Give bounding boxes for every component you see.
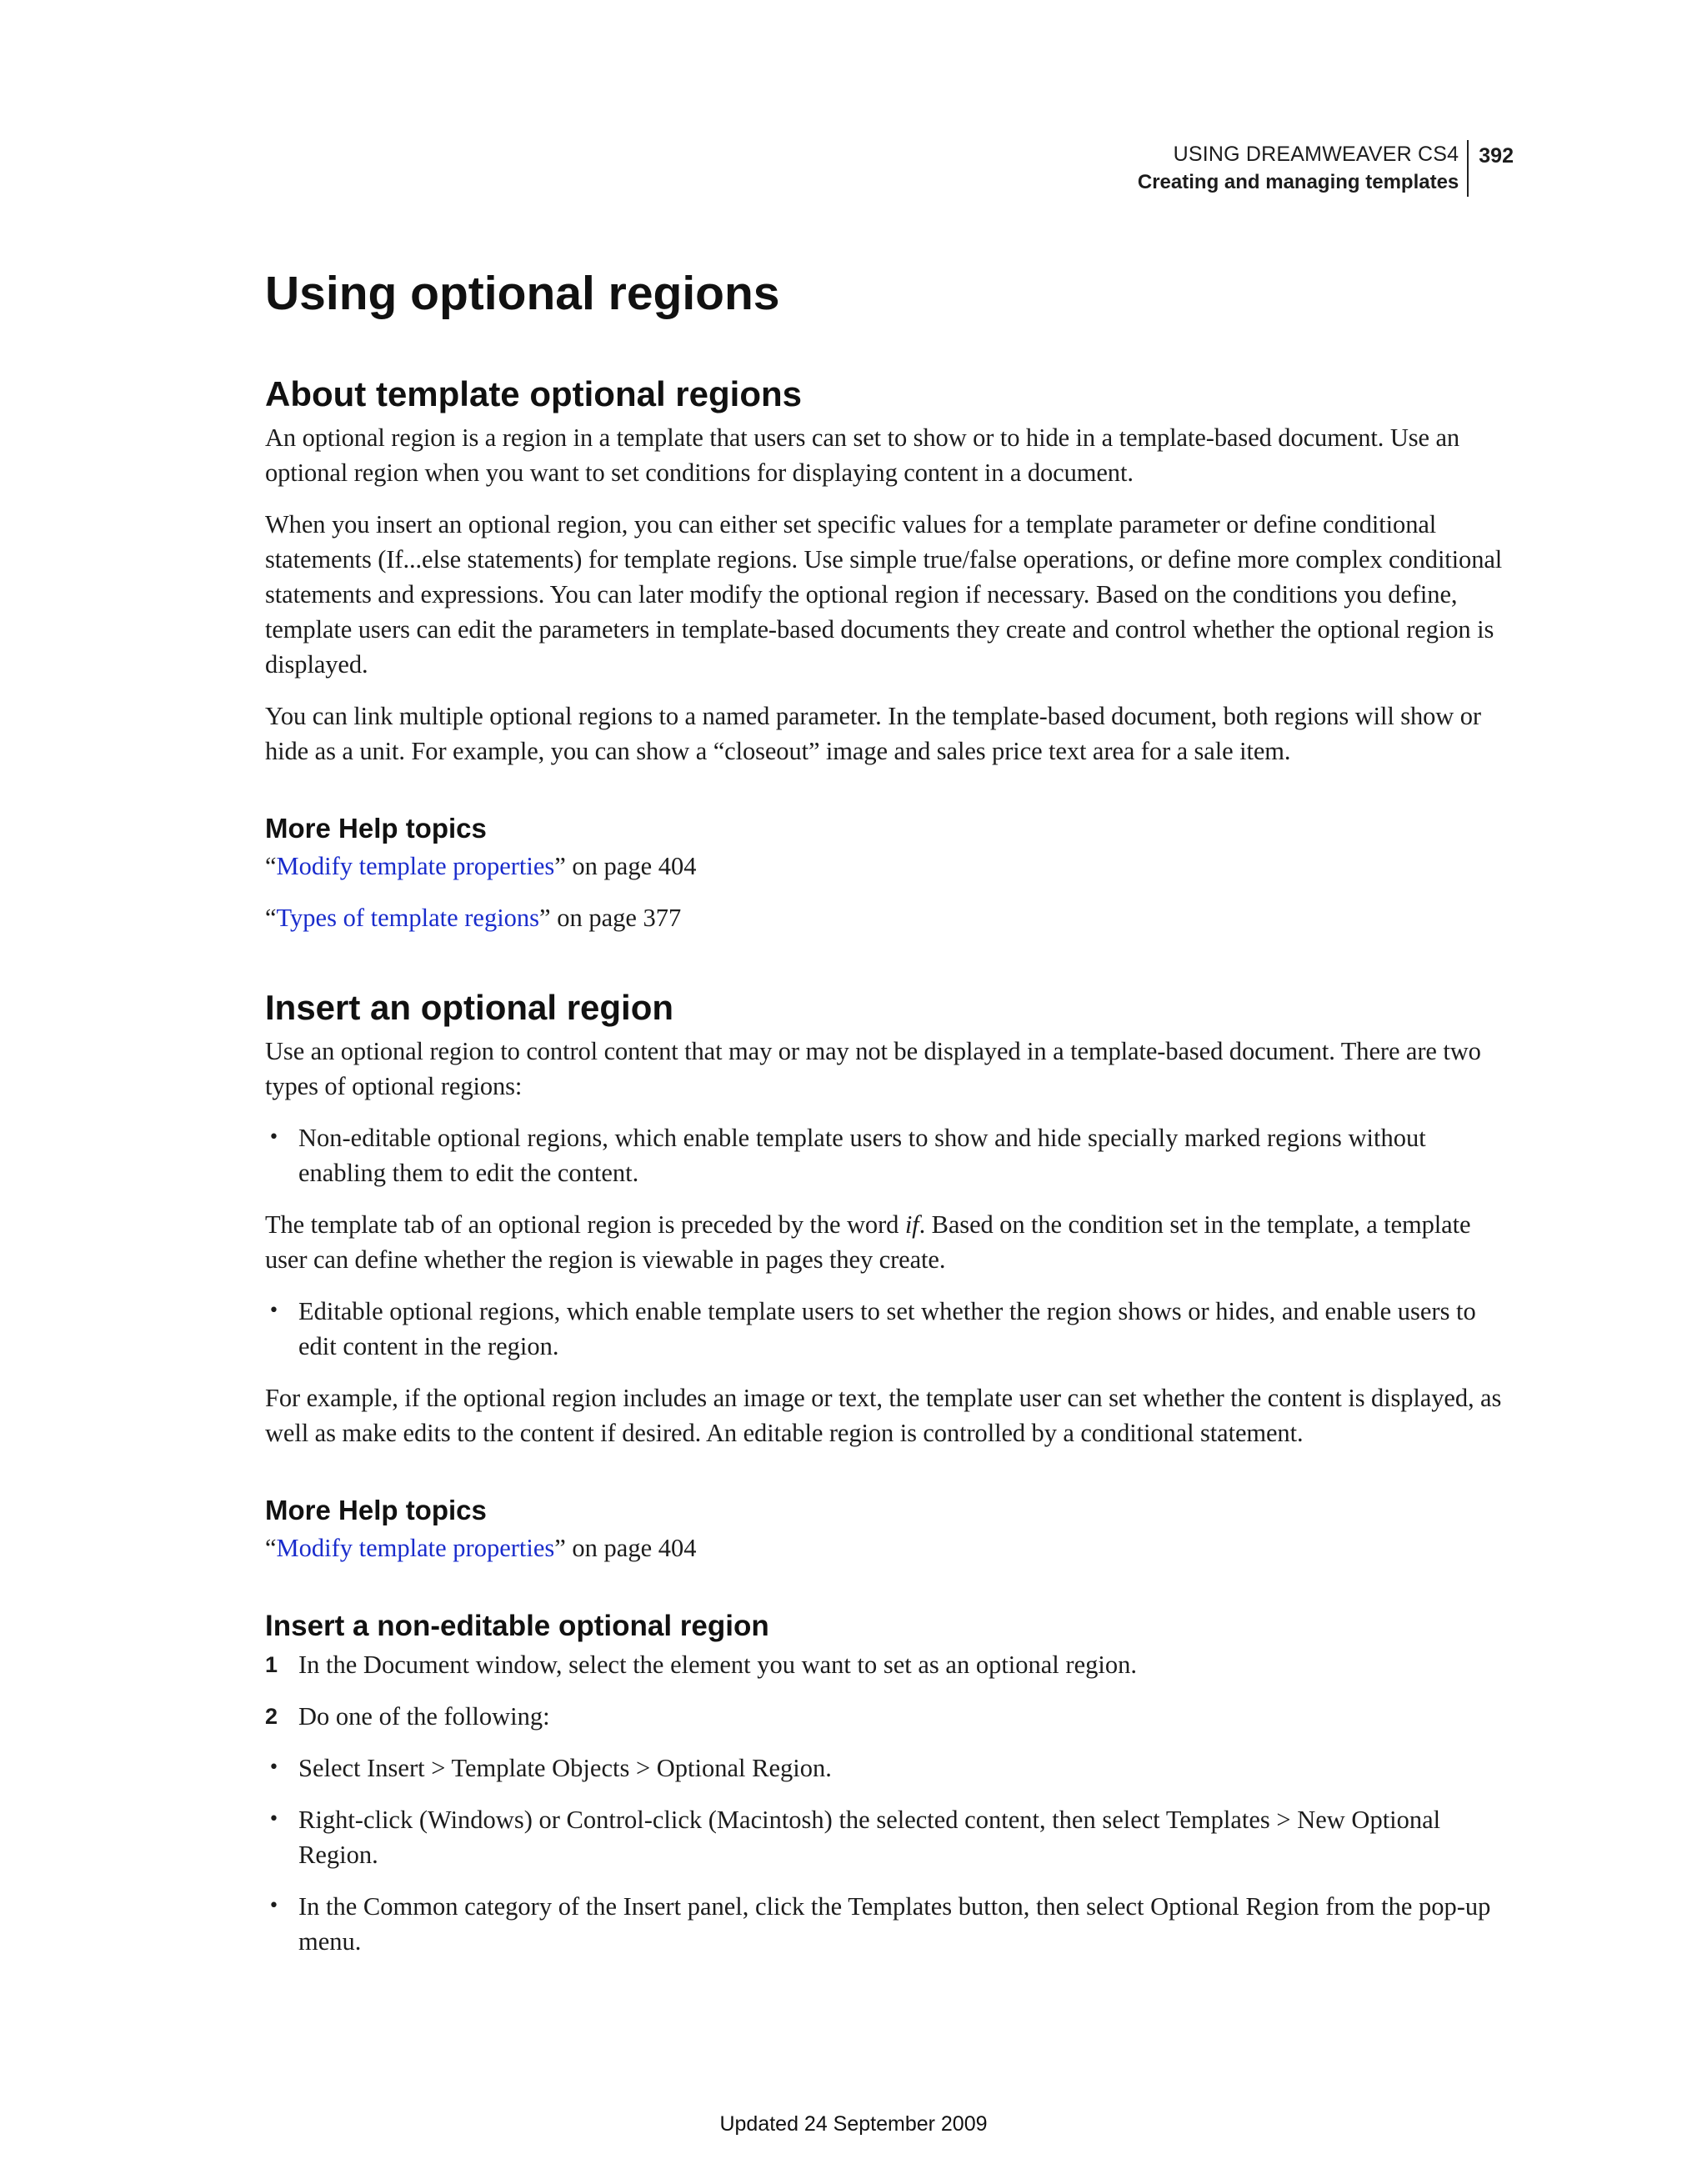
step-number: 2 bbox=[265, 1704, 278, 1729]
bullet-icon: • bbox=[268, 1896, 279, 1916]
paragraph: For example, if the optional region includes an image or text, the template user can set whether the content is displayed, as well as make edits to the content if desired. An editable region is controlled by a conditional statement. bbox=[265, 1384, 1502, 1447]
bullet-icon: • bbox=[268, 1127, 279, 1148]
more-help-heading: More Help topics bbox=[265, 1495, 487, 1525]
help-topic-link[interactable]: Modify template properties bbox=[276, 1534, 555, 1562]
emphasis: if bbox=[904, 1210, 919, 1239]
list-item-text: Right-click (Windows) or Control-click (Macintosh) the selected content, then select Templates > New Optional Region. bbox=[298, 1806, 1441, 1869]
book-title: USING DREAMWEAVER CS4 bbox=[1173, 143, 1459, 166]
help-topic-item bbox=[265, 900, 1515, 935]
bullet-icon: • bbox=[268, 1300, 279, 1321]
list-item-text: Non-editable optional regions, which enable template users to show and hide specially marked regions without enabling them to edit the content. bbox=[298, 1124, 1426, 1187]
page-reference: ” on page 377 bbox=[539, 904, 682, 932]
running-header-text bbox=[1138, 140, 1469, 197]
page-number: 392 bbox=[1479, 144, 1514, 168]
open-quote: “ bbox=[265, 1534, 277, 1562]
step-list bbox=[265, 1647, 1515, 1734]
running-header bbox=[1138, 140, 1514, 197]
section-heading: Insert an optional region bbox=[265, 988, 674, 1027]
bullet-icon: • bbox=[268, 1809, 279, 1830]
option-list bbox=[265, 1751, 1515, 1959]
subsection-heading: Insert a non-editable optional region bbox=[265, 1610, 769, 1642]
paragraph: You can link multiple optional regions to a named parameter. In the template-based document, both regions will show or hide as a unit. For example, you can show a “closeout” image and sales price text area for a sale item. bbox=[265, 702, 1481, 765]
open-quote: “ bbox=[265, 852, 277, 880]
list-item-text: In the Common category of the Insert panel, click the Templates button, then select Optional Region from the pop-up menu. bbox=[298, 1892, 1491, 1956]
more-help-heading: More Help topics bbox=[265, 813, 487, 844]
page-content bbox=[265, 263, 1515, 1976]
paragraph bbox=[265, 1207, 1515, 1277]
list-item bbox=[265, 1889, 1515, 1959]
list-item bbox=[265, 1120, 1515, 1190]
chapter-title: Creating and managing templates bbox=[1137, 171, 1459, 193]
help-topic-link[interactable]: Types of template regions bbox=[276, 904, 540, 932]
list-item-text: Editable optional regions, which enable template users to set whether the region shows or hides, and enable users to edit content in the region. bbox=[298, 1297, 1476, 1360]
list-item bbox=[265, 1802, 1515, 1872]
section-heading: About template optional regions bbox=[265, 374, 803, 413]
step-text: In the Document window, select the element you want to set as an optional region. bbox=[298, 1651, 1137, 1679]
list-item-text: Select Insert > Template Objects > Optional Region. bbox=[298, 1754, 832, 1782]
list-item bbox=[265, 1751, 1515, 1786]
bullet-icon: • bbox=[268, 1757, 279, 1778]
help-topic-link[interactable]: Modify template properties bbox=[276, 852, 555, 880]
page-title: Using optional regions bbox=[265, 267, 780, 320]
step-item bbox=[265, 1647, 1515, 1682]
page-reference: ” on page 404 bbox=[554, 1534, 697, 1562]
text-run: . Based on the condition set in the template, a template user can define whether the region is viewable in pages they create. bbox=[265, 1210, 1471, 1274]
bullet-list bbox=[265, 1120, 1515, 1190]
step-item bbox=[265, 1699, 1515, 1734]
section-about-optional-regions bbox=[265, 372, 1515, 935]
paragraph: Use an optional region to control content that may or may not be displayed in a template-based document. There are two types of optional regions: bbox=[265, 1037, 1481, 1100]
page-reference: ” on page 404 bbox=[554, 852, 697, 880]
help-topic-item bbox=[265, 1530, 1515, 1565]
bullet-list bbox=[265, 1294, 1515, 1364]
page-footer: Updated 24 September 2009 bbox=[719, 2112, 988, 2136]
section-insert-optional-region bbox=[265, 985, 1515, 1565]
step-text: Do one of the following: bbox=[298, 1702, 550, 1731]
list-item bbox=[265, 1294, 1515, 1364]
paragraph: An optional region is a region in a template that users can set to show or to hide in a template-based document. Use an optional region when you want to set conditions for displaying content in a document. bbox=[265, 423, 1460, 487]
step-number: 1 bbox=[265, 1652, 278, 1677]
open-quote: “ bbox=[265, 904, 277, 932]
help-topic-item bbox=[265, 849, 1515, 884]
text-run: The template tab of an optional region is preceded by the word bbox=[265, 1210, 905, 1239]
section-insert-noneditable-region bbox=[265, 1607, 1515, 1959]
paragraph: When you insert an optional region, you can either set specific values for a template parameter or define conditional statements (If...else statements) for template regions. Use simple true/false operations, or define more complex conditional statements and expressions. You can later modify the optional region if necessary. Based on the conditions you define, template users can edit the parameters in template-based documents they create and control whether the optional region is displayed. bbox=[265, 510, 1503, 679]
